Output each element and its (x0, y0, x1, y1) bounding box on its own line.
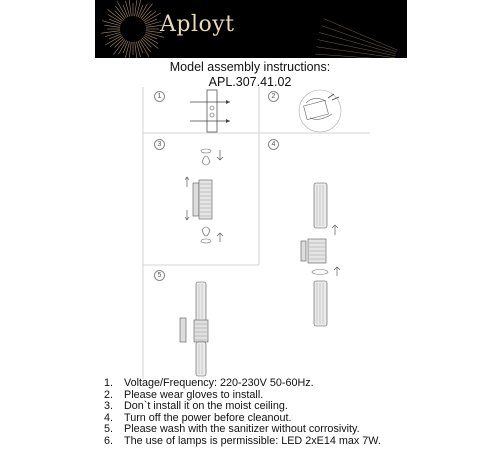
step5-assembled-lamp (180, 282, 208, 376)
step-number: 2 (268, 91, 279, 102)
list-item: 1. Voltage/Frequency: 220-230V 50-60Hz. (104, 377, 314, 389)
list-item: 6. The use of lamps is permissible: LED 2xE14 max 7W. (104, 434, 381, 447)
list-item: 2. Please wear gloves to install. (104, 388, 264, 401)
step-number: 1 (154, 91, 165, 102)
safety-instructions-list (104, 378, 381, 448)
list-item: 4. Turn off the power before cleanout. (104, 411, 292, 424)
step2-wiring-detail (299, 90, 341, 132)
step4-shade-install (301, 183, 340, 326)
step3-bulb-install (185, 149, 223, 243)
model-number: APL.307.41.02 (208, 75, 292, 89)
document-title: Model assembly instructions: (169, 60, 331, 74)
list-item: 3. Don`t install it on the moist ceiling. (104, 400, 288, 413)
step-number: 5 (154, 270, 165, 281)
brand-name: Aployt (160, 12, 235, 37)
list-item: 5. Please wash with the sanitizer without corrosivity. (104, 423, 360, 436)
step-number: 3 (154, 139, 165, 150)
step1-mounting-plate (190, 90, 230, 132)
step-number: 4 (268, 139, 279, 150)
